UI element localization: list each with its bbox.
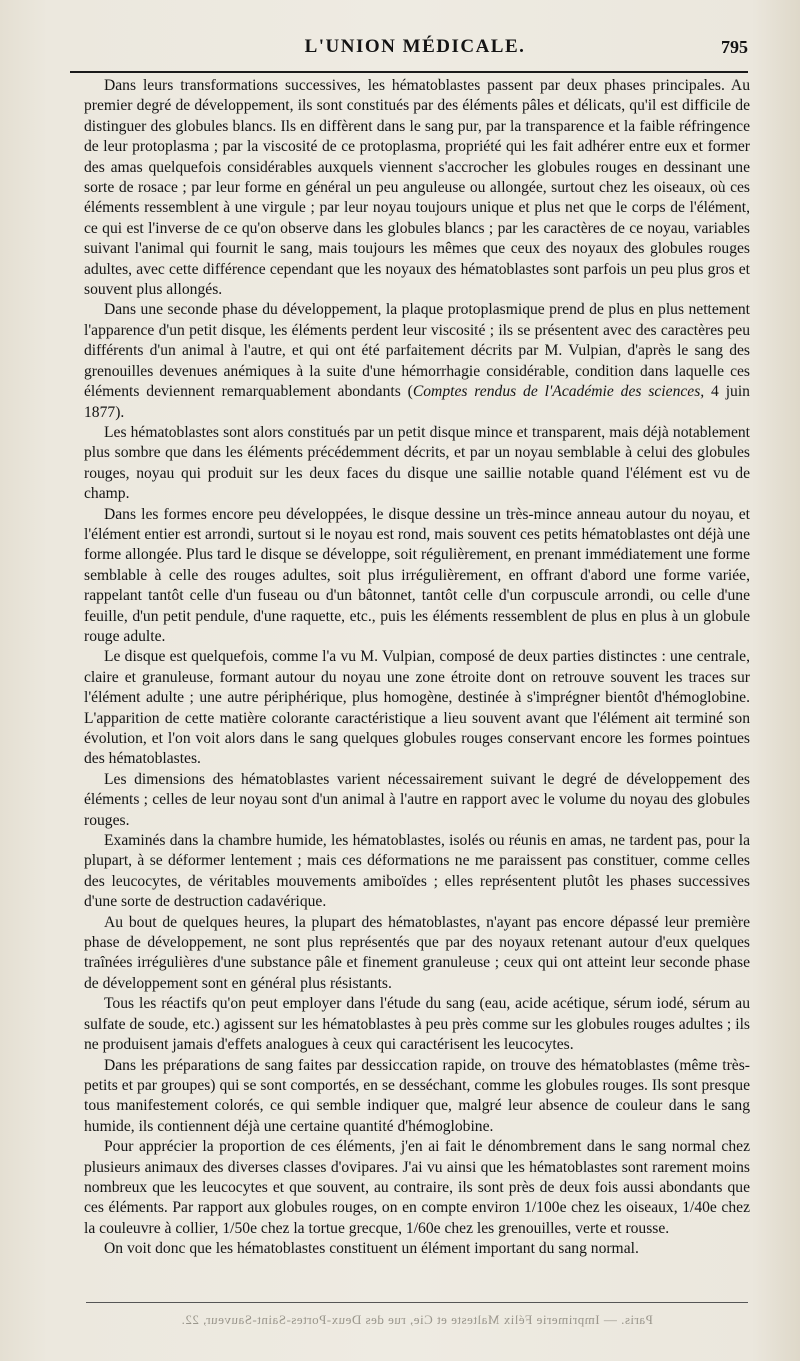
paragraph-text: Dans une seconde phase du développement, la plaque protoplasmique prend de plus en plus nettement l'apparence d'un petit disque, les éléments perdent leur viscosité ; ils se présentent avec des caractères peu différents d'un animal à l'autre, et qui ont été parfaitement décrits par M. Vulpian, d'après le sang des grenouilles devenues anémiques à la suite d'une hémorrhagie considérable, condition dans laquelle ces éléments deviennent remarquablement abondants (: [84, 301, 750, 401]
paragraph: Dans les préparations de sang faites par dessiccation rapide, on trouve des hématoblastes (même très-petits et par groupes) qui se sont comportés, en se desséchant, comme les globules rouges. Ils sont presque tous manifestement colorés, ce qui semble indiquer que, malgré leur absence de couleur dans le sang humide, ils contiennent déjà une certaine quantité d'hémoglobine.: [84, 1056, 750, 1135]
paragraph: On voit donc que les hématoblastes constituent un élément important du sang normal.: [104, 1240, 639, 1258]
paragraph: Les dimensions des hématoblastes varient nécessairement suivant le degré de développement des éléments ; celles de leur noyau sont d'un animal à l'autre en rapport avec le volume du noyau des globules rouges.: [84, 770, 750, 829]
paragraph: Pour apprécier la proportion de ces éléments, j'en ai fait le dénombrement dans le sang normal chez plusieurs animaux des diverses classes d'ovipares. J'ai vu ainsi que les hématoblastes sont rarement moins nombreux que les leucocytes et que souvent, au contraire, ils sont près de deux fois aussi abondants que ces éléments. Par rapport aux globules rouges, on en compte environ 1/100e chez les oiseaux, 1/40e chez la couleuvre à collier, 1/50e chez la tortue grecque, 1/60e chez les grenouilles, verte et rousse.: [84, 1138, 750, 1237]
page-header: [82, 34, 748, 70]
paragraph: Examinés dans la chambre humide, les hématoblastes, isolés ou réunis en amas, ne tardent pas, pour la plupart, à se déformer lentement ; mais ces déformations ne me paraissent pas constituer, comme celles des leucocytes, de véritables mouvements amiboïdes ; elles représentent plutôt les phases successives d'une sorte de destruction cadavérique.: [84, 832, 750, 911]
paragraph: Au bout de quelques heures, la plupart des hématoblastes, n'ayant pas encore dépassé leur première phase de développement, ne sont plus représentés que par des noyaux retenant autour d'eux quelques traînées irrégulières d'une substance pâle et finement granuleuse ; ceux qui ont atteint leur seconde phase de développement sont en général plus résistants.: [84, 913, 750, 992]
citation-close: ).: [115, 403, 125, 421]
article-body: [84, 76, 750, 1260]
paragraph: Tous les réactifs qu'on peut employer dans l'étude du sang (eau, acide acétique, sérum iodé, sérum au sulfate de soude, etc.) agissent sur les hématoblastes à peu près comme sur les globules rouges adultes ; ils ne produisent jamais d'effets analogues à ceux qui caractérisent les leucocytes.: [84, 995, 750, 1054]
header-rule: [70, 71, 748, 73]
paragraph: Dans les formes encore peu développées, le disque dessine un très-mince anneau autour du noyau, et l'élément entier est arrondi, surtout si le noyau est rond, mais souvent ces petits hématoblastes ont déjà une forme allongée. Plus tard le disque se développe, soit régulièrement, en prenant immédiatement une forme semblable à celle des rouges adultes, soit plus irrégulièrement, en offrant d'abord une forme variée, rappelant tantôt celle d'un fuseau ou d'un bâtonnet, tantôt celle d'un corpuscule arrondi, ou celle d'une feuille, d'un petit pendule, d'une raquette, etc., puis les éléments ressemblent de plus en plus à un globule rouge adulte.: [84, 505, 750, 645]
citation-source: Comptes rendus de l'Académie des sciences,: [412, 383, 705, 401]
paragraph: Dans leurs transformations successives, les hématoblastes passent par deux phases principales. Au premier degré de développement, ils sont constitués par des éléments pâles et délicats, qu'il est difficile de distinguer des globules blancs. Ils en diffèrent dans le sang pur, par la transparence et la faible réfringence de leur protoplasma ; par la viscosité de ce protoplasma, propriété qui les fait adhérer entre eux et former des amas quelquefois considérables auxquels viennent s'accrocher les globules rouges en dessinant une sorte de rosace ; par leur forme en général un peu anguleuse ou allongée, surtout chez les oiseaux, où ces éléments ressemblent à une virgule ; par leur noyau toujours unique et plus net que le corps de l'élément, ce qui est l'inverse de ce qu'on observe dans les globules blancs ; par les caractères de ce noyau, variables suivant l'animal qui fournit le sang, mais toujours les mêmes que ceux des noyaux des globules rouges adultes, avec cette différence cependant que les noyaux des hématoblastes sont parfois un peu plus gros et souvent plus allongés.: [84, 77, 750, 299]
paragraph: Le disque est quelquefois, comme l'a vu M. Vulpian, composé de deux parties distinctes : une centrale, claire et granuleuse, formant autour du noyau une zone étroite dont on retrouve souvent les traces sur l'élément adulte ; une autre périphérique, plus homogène, destinée à s'imprégner bientôt d'hémoglobine. L'apparition de cette matière colorante caractéristique a lieu souvent avant que l'élément ait terminé son évolution, et l'on voit alors dans le sang quelques globules rouges conservant encore les formes pointues des hématoblastes.: [84, 648, 750, 768]
citation-date: 4 juin 1877: [84, 383, 750, 421]
paragraph: Les hématoblastes sont alors constitués par un petit disque mince et transparent, mais déjà notablement plus sombre que dans les éléments précédemment décrits, et par un noyau semblable à celui des globules rouges, noyau qui produit sur les deux faces du disque une saillie notable quand l'élément est vu de champ.: [84, 423, 750, 503]
page-number: 795: [721, 37, 748, 57]
printer-imprint-bleedthrough: Paris. — Imprimerie Félix Malteste et Cie, rue des Deux-Portes-Saint-Sauveur, 22.: [181, 1312, 653, 1327]
journal-title: L'UNION MÉDICALE.: [304, 36, 526, 57]
footer-rule: [86, 1302, 748, 1303]
paragraph: [84, 300, 750, 422]
